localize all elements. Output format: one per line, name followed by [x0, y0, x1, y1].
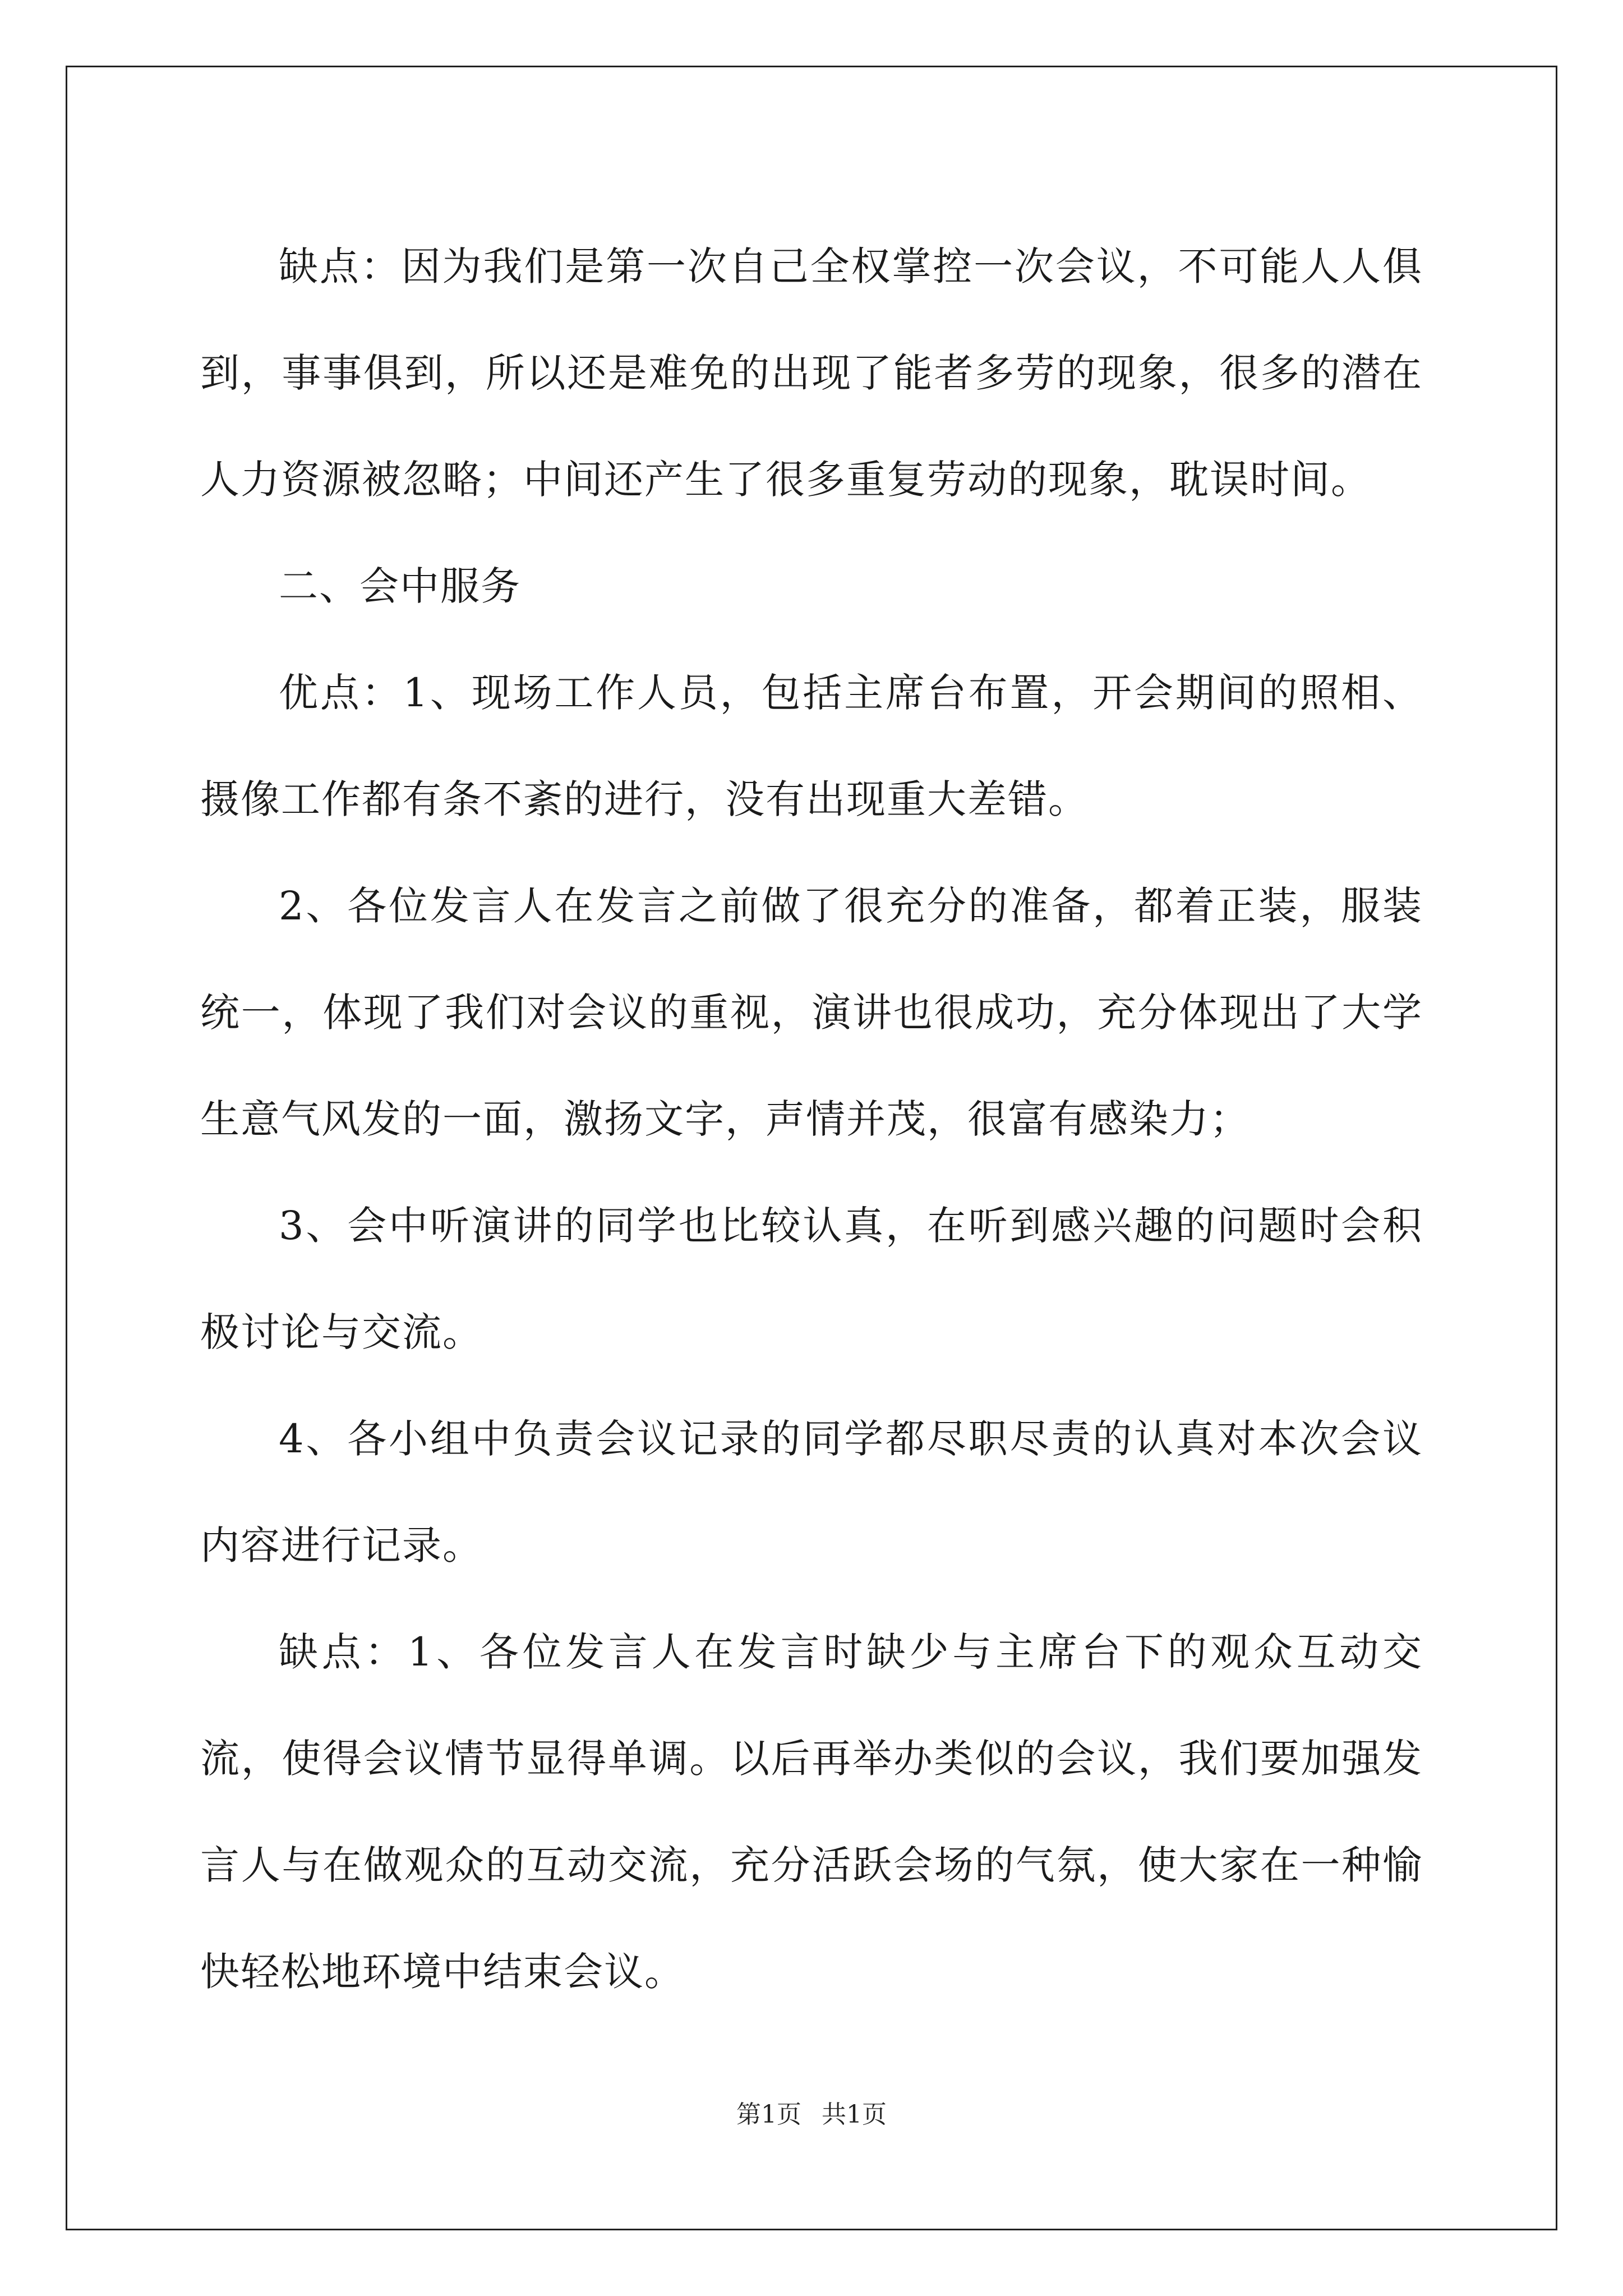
- document-body: [200, 213, 1423, 2025]
- paragraph-advantage-3: 3、会中听演讲的同学也比较认真，在听到感兴趣的问题时会积极讨论与交流。: [200, 1203, 1423, 1355]
- page-number-total: 共1页: [822, 2100, 887, 2129]
- page-footer: [0, 2098, 1623, 2132]
- paragraph-advantage-2: 2、各位发言人在发言之前做了很充分的准备，都着正装，服装统一，体现了我们对会议的重视，演讲也很成功，充分体现出了大学生意气风发的一面，激扬文字，声情并茂，很富有感染力；: [200, 883, 1423, 1142]
- paragraph-advantage-1: 优点：1、现场工作人员，包括主席台布置，开会期间的照相、摄像工作都有条不紊的进行，没有出现重大差错。: [200, 670, 1423, 822]
- page-number-current: 第1页: [736, 2100, 801, 2129]
- paragraph-shortcomings-1: 缺点：1、各位发言人在发言时缺少与主席台下的观众互动交流，使得会议情节显得单调。以后再举办类似的会议，我们要加强发言人与在做观众的互动交流，充分活跃会场的气氛，使大家在一种愉快轻松地环境中结束会议。: [200, 1629, 1423, 1995]
- section-heading-meeting-service: 二、会中服务: [279, 563, 521, 609]
- paragraph-advantage-4: 4、各小组中负责会议记录的同学都尽职尽责的认真对本次会议内容进行记录。: [200, 1416, 1423, 1568]
- paragraph-shortcomings-intro: 缺点：因为我们是第一次自己全权掌控一次会议，不可能人人俱到，事事俱到，所以还是难免的出现了能者多劳的现象，很多的潜在人力资源被忽略；中间还产生了很多重复劳动的现象，耽误时间。: [200, 243, 1423, 503]
